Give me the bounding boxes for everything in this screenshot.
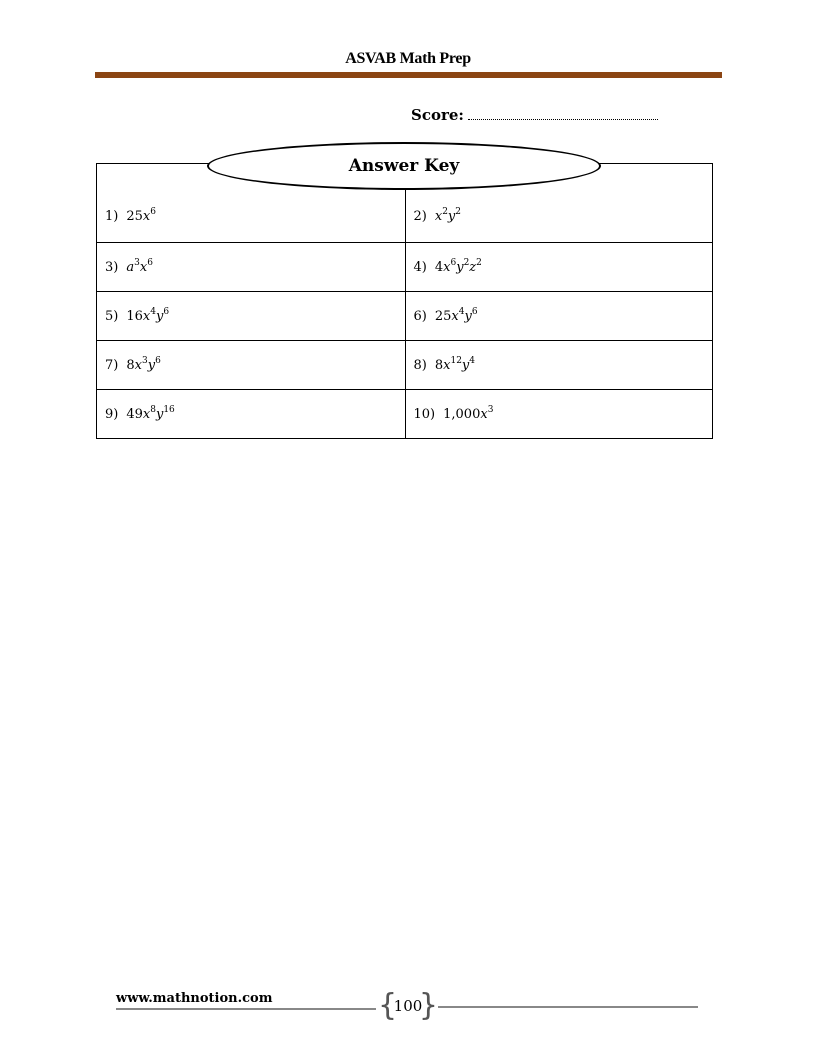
answer-exponent: 3 [487, 404, 494, 415]
answer-exponent: 8 [150, 404, 156, 415]
answer-exponent: 2 [455, 206, 462, 217]
score-field [411, 106, 658, 124]
page-number [380, 990, 436, 1022]
answer-number: 6) [413, 308, 427, 324]
answer-expression [434, 257, 482, 275]
right-brace-icon: } [418, 988, 438, 1023]
answer-number: 7) [105, 357, 119, 373]
answer-number: 8) [413, 357, 427, 373]
answer-variable: a [126, 259, 135, 275]
answer-cell [97, 390, 405, 438]
answer-exponent: 6 [150, 206, 156, 217]
answer-variable: x [434, 208, 443, 224]
answer-expression [443, 404, 494, 422]
answer-variable: x [139, 259, 148, 275]
table-row [97, 291, 712, 340]
answer-exponent: 4 [469, 355, 476, 366]
page-number-text: 100 [393, 997, 423, 1015]
answer-expression [434, 306, 478, 324]
answer-variable: y [464, 308, 472, 324]
answer-variable: x [142, 308, 151, 324]
score-label: Score: [411, 106, 464, 124]
answer-exponent: 16 [163, 404, 175, 415]
answer-number: 2) [413, 208, 427, 224]
answer-number: 5) [105, 308, 119, 324]
answer-variable: x [134, 357, 142, 373]
answer-coefficient: 4 [434, 259, 444, 275]
answer-cell [97, 292, 405, 340]
answer-coefficient: 16 [126, 308, 143, 324]
table-row [97, 242, 712, 291]
answer-variable: x [443, 259, 451, 275]
page-header-title: ASVAB Math Prep [345, 50, 471, 67]
answer-cell [405, 341, 713, 389]
footer-url: www.mathnotion.com [116, 991, 273, 1006]
answer-exponent: 3 [141, 355, 148, 366]
answer-expression [126, 257, 153, 275]
answer-key-title: Answer Key [348, 156, 460, 176]
answer-variable: y [456, 259, 464, 275]
answer-number: 3) [105, 259, 119, 275]
left-brace-icon: { [378, 988, 398, 1023]
answer-coefficient: 25 [126, 208, 143, 224]
answer-exponent: 12 [450, 355, 462, 366]
answer-variable: y [447, 208, 456, 224]
answer-number: 10) [413, 406, 436, 422]
answer-variable: x [142, 406, 151, 422]
answer-cell [97, 341, 405, 389]
answer-expression [126, 355, 161, 373]
answer-number: 9) [105, 406, 119, 422]
table-row [97, 190, 712, 242]
answer-coefficient: 1,000 [443, 406, 481, 422]
footer-divider-right [438, 1006, 698, 1008]
answer-key-table [96, 163, 713, 439]
table-row [97, 389, 712, 438]
answer-expression [126, 404, 175, 422]
answer-coefficient: 8 [434, 357, 444, 373]
answer-variable: y [147, 357, 156, 373]
answer-cell [405, 243, 713, 291]
answer-variable: x [142, 208, 151, 224]
answer-variable: y [461, 357, 470, 373]
answer-expression [434, 355, 476, 373]
header-divider [95, 72, 722, 78]
answer-variable: x [451, 308, 459, 324]
answer-exponent: 6 [450, 257, 457, 268]
answer-variable: x [480, 406, 488, 422]
answer-exponent: 4 [150, 306, 156, 317]
answer-variable: z [469, 259, 477, 275]
answer-cell [97, 190, 405, 242]
answer-coefficient: 8 [126, 357, 135, 373]
answer-expression [126, 306, 170, 324]
answer-variable: y [155, 308, 164, 324]
answer-exponent: 6 [471, 306, 478, 317]
answer-cell [405, 292, 713, 340]
answer-number: 1) [105, 208, 119, 224]
answer-expression [434, 206, 462, 224]
answer-exponent: 4 [458, 306, 465, 317]
answer-cell [97, 243, 405, 291]
table-row [97, 340, 712, 389]
score-blank-line [468, 107, 658, 120]
footer-divider-left [116, 1008, 376, 1010]
answer-exponent: 2 [476, 257, 482, 268]
answer-exponent: 2 [463, 257, 470, 268]
answer-exponent: 3 [134, 257, 140, 268]
answer-variable: x [443, 357, 451, 373]
answer-cell [405, 390, 713, 438]
answer-coefficient: 25 [434, 308, 452, 324]
answer-exponent: 2 [442, 206, 448, 217]
answer-expression [126, 206, 156, 224]
answer-exponent: 6 [147, 257, 153, 268]
answer-cell [405, 190, 713, 242]
answer-coefficient: 49 [126, 406, 143, 422]
answer-key-banner [207, 142, 601, 190]
answer-variable: y [155, 406, 164, 422]
answer-exponent: 6 [155, 355, 161, 366]
answer-number: 4) [413, 259, 427, 275]
answer-exponent: 6 [163, 306, 170, 317]
